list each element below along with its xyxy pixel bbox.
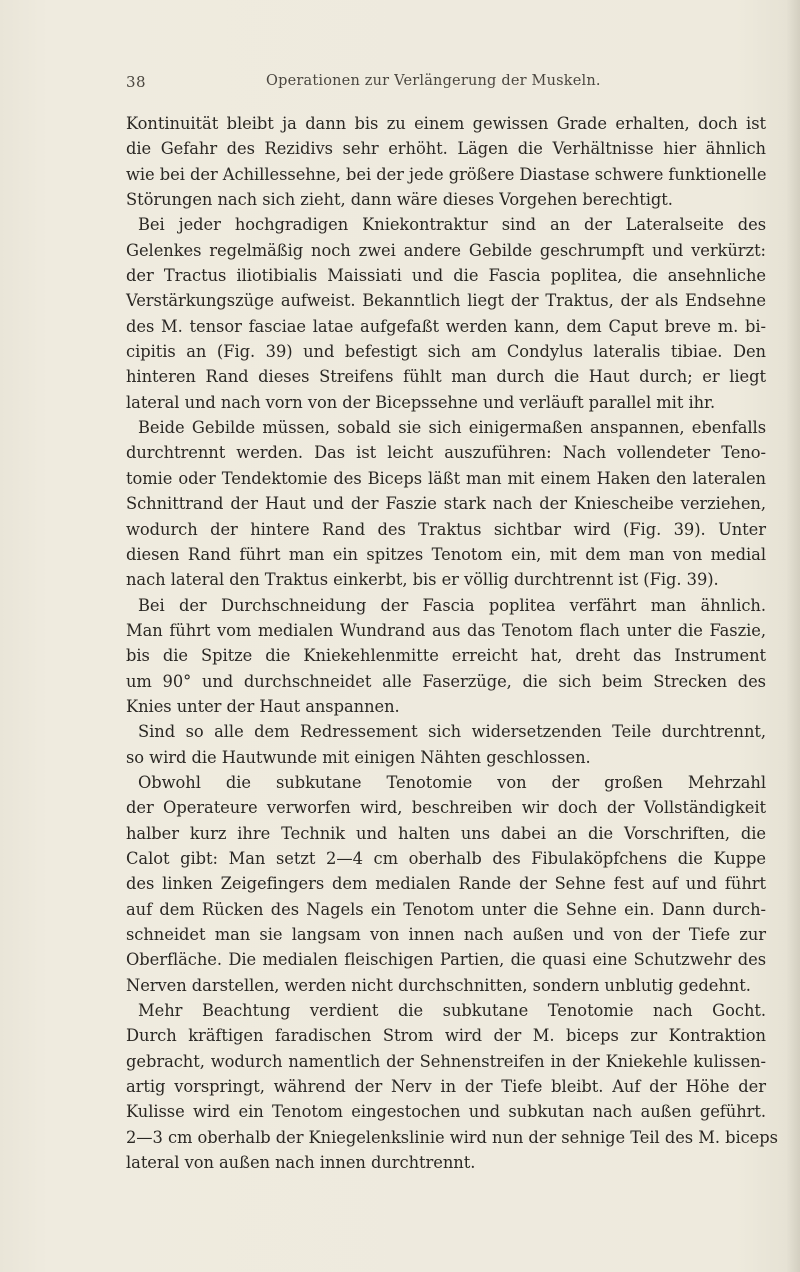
text-line: hinteren Rand dieses Streifens fühlt man durch die Haut durch; er liegt [126,367,766,387]
text-line: lateral von außen nach innen durchtrennt. [126,1153,476,1173]
text-line: Bei der Durchschneidung der Fascia poplitea verfährt man ähnlich. [138,595,766,615]
text-line: des linken Zeigefingers dem medialen Rande der Sehne fest auf und führt [126,874,766,894]
page-header [126,73,746,97]
text-line: Schnittrand der Haut und der Faszie stark nach der Kniescheibe verziehen, [126,494,766,514]
text-line: um 90° und durchschneidet alle Faserzüge, die sich beim Strecken des [126,671,766,691]
body-text [126,111,778,1175]
text-line: diesen Rand führt man ein spitzes Tenotom ein, mit dem man von medial [126,544,766,564]
text-line: Gelenkes regelmäßig noch zwei andere Gebilde geschrumpft und verkürzt: [126,240,766,260]
text-line: so wird die Hautwunde mit einigen Nähten geschlossen. [126,747,591,767]
text-line: wie bei der Achillessehne, bei der jede größere Diastase schwere funktionelle [126,164,767,184]
text-line: Kulisse wird ein Tenotom eingestochen und subkutan nach außen geführt. [126,1102,766,1122]
text-line: die Gefahr des Rezidivs sehr erhöht. Lägen die Verhältnisse hier ähnlich [126,139,766,159]
text-line: 2—3 cm oberhalb der Kniegelenkslinie wird nun der sehnige Teil des M. biceps [126,1127,778,1147]
text-line: artig vorspringt, während der Nerv in der Tiefe bleibt. Auf der Höhe der [126,1077,766,1097]
page-number: 38 [126,73,147,91]
text-line: Bei jeder hochgradigen Kniekontraktur sind an der Lateralseite des [138,215,766,235]
text-line: gebracht, wodurch namentlich der Sehnenstreifen in der Kniekehle kulissen- [126,1051,766,1071]
text-line: der Tractus iliotibialis Maissiati und die Fascia poplitea, die ansehnliche [126,266,766,286]
text-line: Oberfläche. Die medialen fleischigen Partien, die quasi eine Schutzwehr des [126,950,766,970]
text-line: schneidet man sie langsam von innen nach außen und von der Tiefe zur [126,925,766,944]
text-line: auf dem Rücken des Nagels ein Tenotom unter die Sehne ein. Dann durch- [126,899,766,919]
text-line: Verstärkungszüge aufweist. Bekanntlich liegt der Traktus, der als Endsehne [126,291,766,311]
running-title: Operationen zur Verlängerung der Muskeln. [266,73,601,89]
text-line: Sind so alle dem Redressement sich widersetzenden Teile durchtrennt, [138,722,766,742]
text-line: Kontinuität bleibt ja dann bis zu einem gewissen Grade erhalten, doch ist [126,114,766,133]
text-line: Durch kräftigen faradischen Strom wird der M. biceps zur Kontraktion [126,1026,766,1046]
text-line: Calot gibt: Man setzt 2—4 cm oberhalb des Fibulaköpfchens die Kuppe [126,848,766,868]
text-line: Mehr Beachtung verdient die subkutane Tenotomie nach Gocht. [138,1001,766,1021]
page-edge-shadow [786,0,800,1272]
text-line: halber kurz ihre Technik und halten uns dabei an die Vorschriften, die [126,823,766,843]
text-line: Man führt vom medialen Wundrand aus das Tenotom flach unter die Faszie, [126,620,766,640]
text-line: Nerven darstellen, werden nicht durchschnitten, sondern unblutig gedehnt. [126,975,751,995]
text-line: cipitis an (Fig. 39) und befestigt sich am Condylus lateralis tibiae. Den [126,342,766,362]
text-line: Beide Gebilde müssen, sobald sie sich einigermaßen anspannen, ebenfalls [138,418,766,438]
text-line: Störungen nach sich zieht, dann wäre dieses Vorgehen berechtigt. [126,190,673,210]
text-line: nach lateral den Traktus einkerbt, bis er völlig durchtrennt ist (Fig. 39). [126,570,719,590]
text-line: des M. tensor fasciae latae aufgefaßt werden kann, dem Caput breve m. bi- [126,316,766,336]
text-line: wodurch der hintere Rand des Traktus sichtbar wird (Fig. 39). Unter [126,519,766,539]
text-line: lateral und nach vorn von der Bicepssehne und verläuft parallel mit ihr. [126,392,716,412]
text-line: Knies unter der Haut anspannen. [126,696,400,716]
text-line: Obwohl die subkutane Tenotomie von der großen Mehrzahl [138,772,766,792]
text-line: bis die Spitze die Kniekehlenmitte erreicht hat, dreht das Instrument [126,646,766,666]
text-line: der Operateure verworfen wird, beschreiben wir doch der Vollständigkeit [126,798,766,818]
text-line: tomie oder Tendektomie des Biceps läßt man mit einem Haken den lateralen [126,468,766,488]
text-line: durchtrennt werden. Das ist leicht auszuführen: Nach vollendeter Teno- [126,443,766,463]
